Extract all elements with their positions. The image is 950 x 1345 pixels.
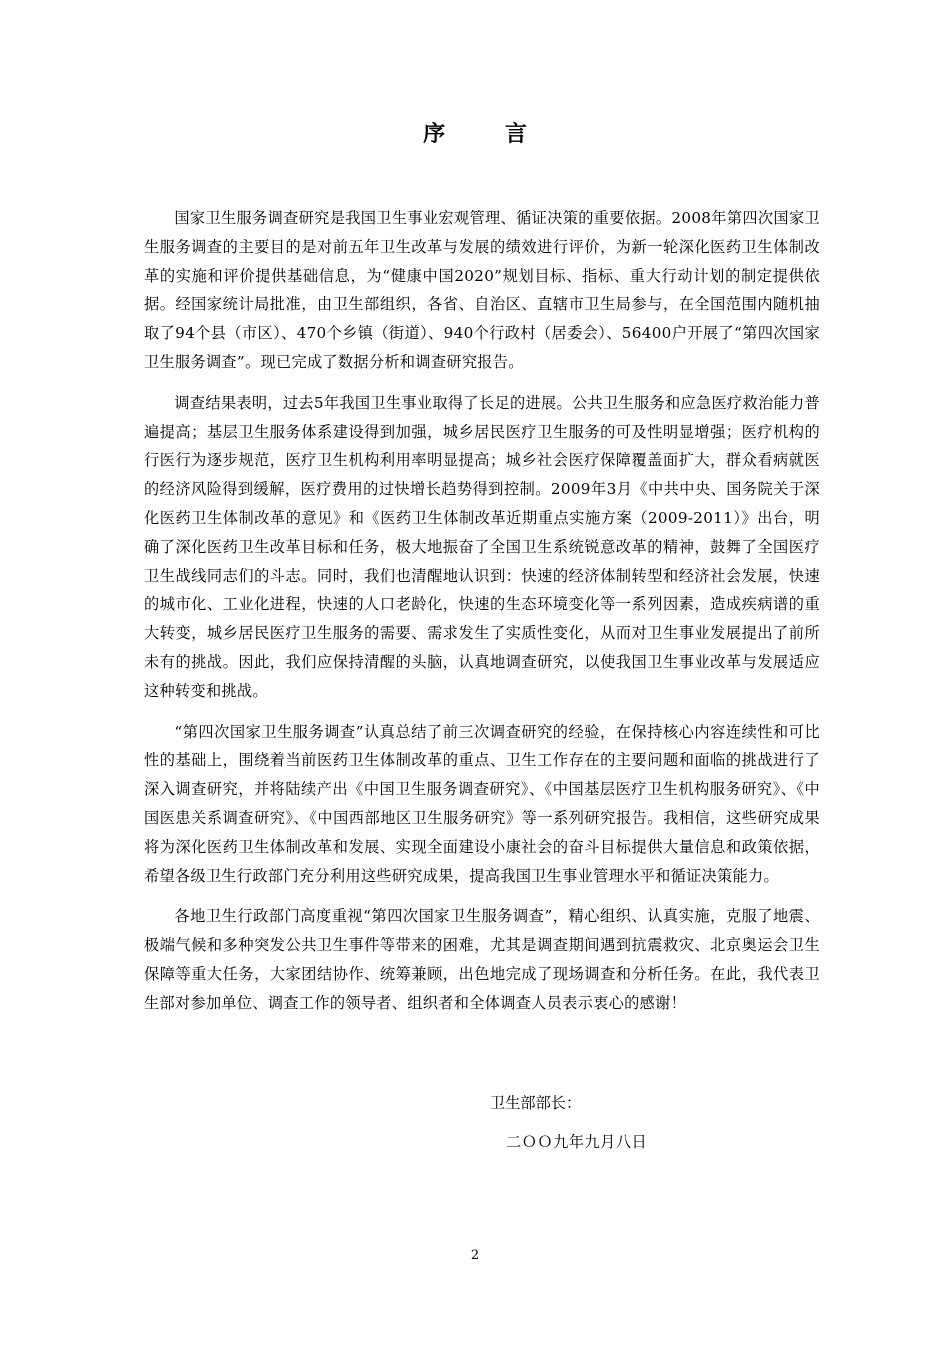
signature-title: 卫生部部长： bbox=[490, 1094, 582, 1112]
paragraph-1: 国家卫生服务调查研究是我国卫生事业宏观管理、循证决策的重要依据。2008年第四次国家卫生服务调查的主要目的是对前五年卫生改革与发展的绩效进行评价，为新一轮深化医药卫生体制改革的实施和评价提供基础信息，为“健康中国2020”规划目标、指标、重大行动计划的制定提供依据。经国家统计局批准，由卫生部组织，各省、自治区、直辖市卫生局参与，在全国范围内随机抽取了94个县（市区）、470个乡镇（街道）、940个行政村（居委会）、56400户开展了“第四次国家卫生服务调查”。现已完成了数据分析和调查研究报告。 bbox=[144, 209, 820, 371]
document-body bbox=[144, 204, 820, 1030]
page-number: 2 bbox=[470, 1248, 480, 1263]
paragraph-3: “第四次国家卫生服务调查”认真总结了前三次调查研究的经验，在保持核心内容连续性和可比性的基础上，围绕着当前医药卫生体制改革的重点、卫生工作存在的主要问题和面临的挑战进行了深入调查研究，并将陆续产出《中国卫生服务调查研究》、《中国基层医疗卫生机构服务研究》、《中国医患关系调查研究》、《中国西部地区卫生服务研究》等一系列研究报告。我相信，这些研究成果将为深化医药卫生体制改革和发展、实现全面建设小康社会的奋斗目标提供大量信息和政策依据，希望各级卫生行政部门充分利用这些研究成果，提高我国卫生事业管理水平和循证决策能力。 bbox=[144, 722, 820, 885]
signature-date: 二ＯＯ九年九月八日 bbox=[506, 1133, 648, 1151]
paragraph-2: 调查结果表明，过去5年我国卫生事业取得了长足的进展。公共卫生服务和应急医疗救治能力普遍提高；基层卫生服务体系建设得到加强，城乡居民医疗卫生服务的可及性明显增强；医疗机构的行医行为逐步规范，医疗卫生机构利用率明显提高；城乡社会医疗保障覆盖面扩大，群众看病就医的经济风险得到缓解，医疗费用的过快增长趋势得到控制。2009年3月《中共中央、国务院关于深化医药卫生体制改革的意见》和《医药卫生体制改革近期重点实施方案（2009-2011）》出台，明确了深化医药卫生改革目标和任务，极大地振奋了全国卫生系统锐意改革的精神，鼓舞了全国医疗卫生战线同志们的斗志。同时，我们也清醒地认识到：快速的经济体制转型和经济社会发展，快速的城市化、工业化进程，快速的人口老龄化，快速的生态环境变化等一系列因素，造成疾病谱的重大转变，城乡居民医疗卫生服务的需要、需求发生了实质性变化，从而对卫生事业发展提出了前所未有的挑战。因此，我们应保持清醒的头脑，认真地调查研究，以使我国卫生事业改革与发展适应这种转变和挑战。 bbox=[144, 393, 820, 700]
page-title: 序 言 bbox=[423, 121, 553, 147]
paragraph-4: 各地卫生行政部门高度重视“第四次国家卫生服务调查”，精心组织、认真实施，克服了地震、极端气候和多种突发公共卫生事件等带来的困难，尤其是调查期间遇到抗震救灾、北京奥运会卫生保障等重大任务，大家团结协作、统筹兼顾，出色地完成了现场调查和分析任务。在此，我代表卫生部对参加单位、调查工作的领导者、组织者和全体调查人员表示衷心的感谢！ bbox=[144, 907, 820, 1012]
